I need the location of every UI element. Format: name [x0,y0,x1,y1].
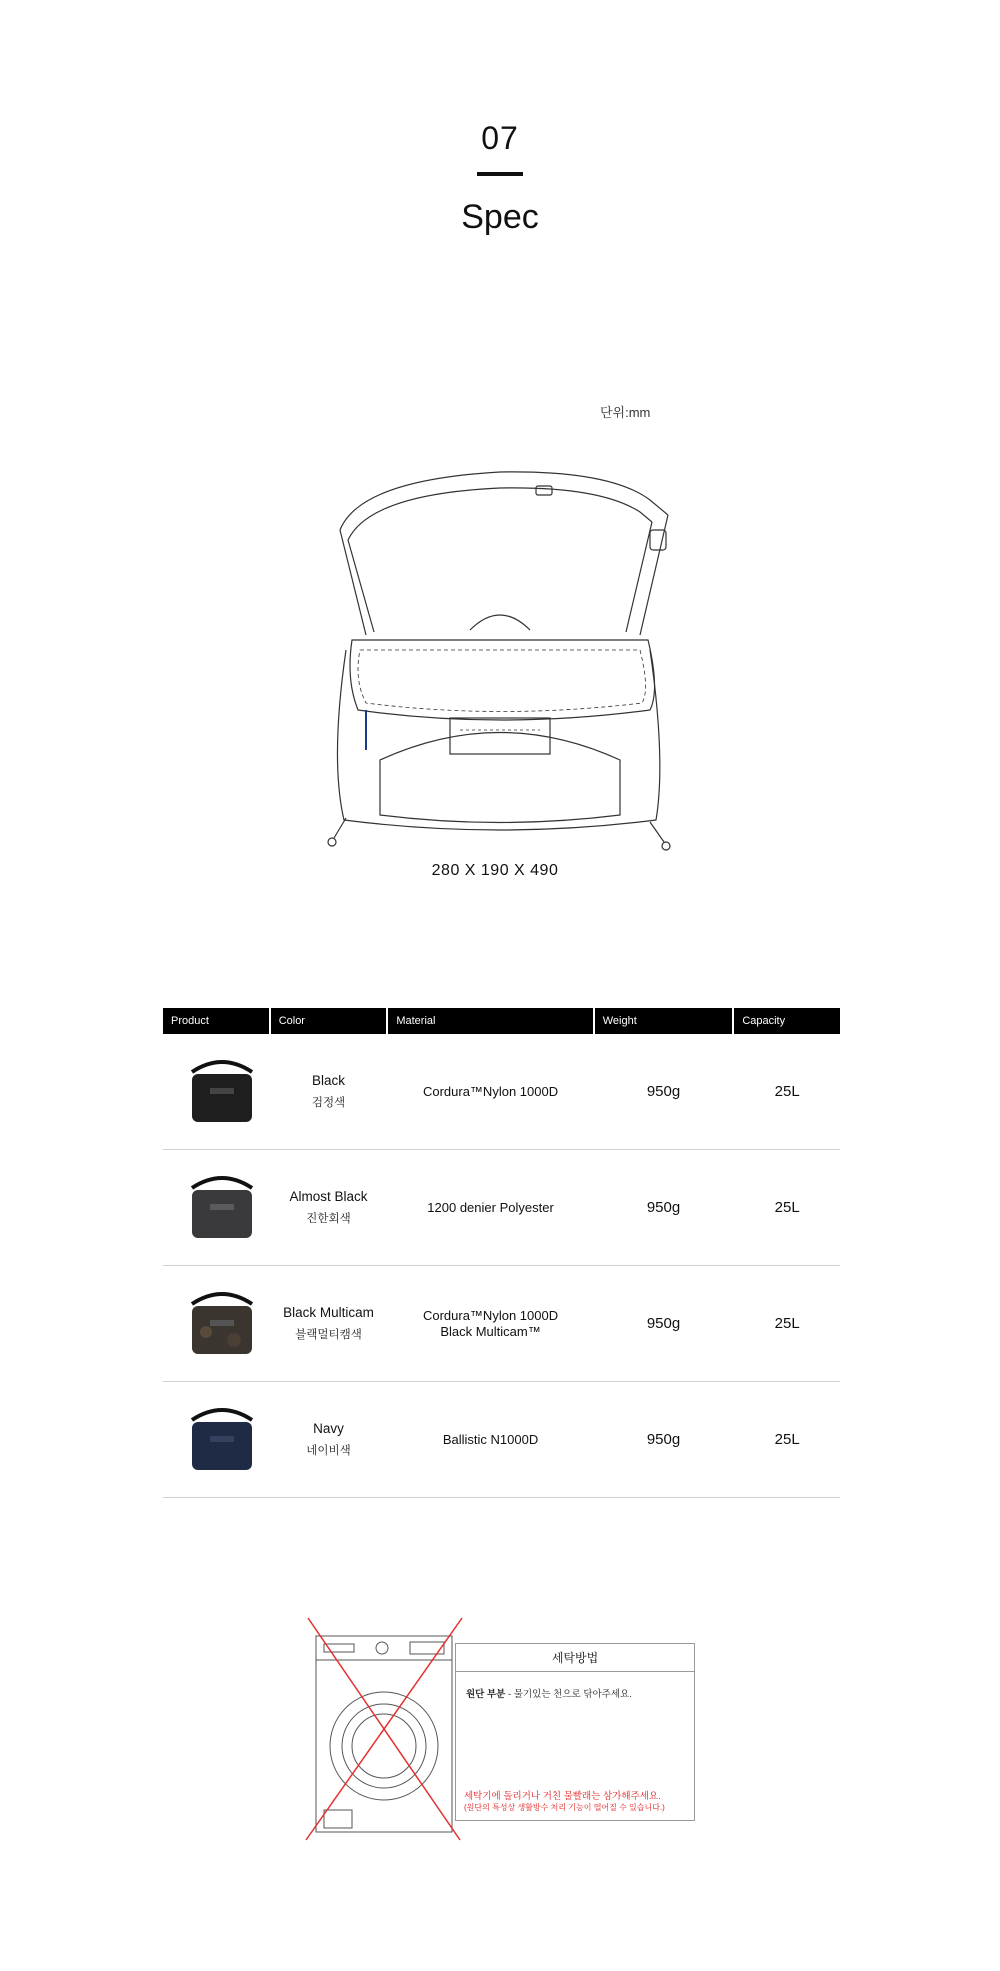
header-capacity: Capacity [734,1008,840,1034]
capacity-value: 25L [774,1083,800,1100]
header-color: Color [271,1008,387,1034]
section-number: 07 [481,120,519,156]
product-thumbnail [186,1166,258,1246]
color-name-ko: 네이비색 [306,1445,351,1457]
table-row [163,1150,840,1266]
table-row [163,1266,840,1382]
product-thumbnail [186,1398,258,1478]
section-title: Spec [461,198,539,236]
product-thumbnail [186,1282,258,1362]
header-weight: Weight [595,1008,733,1034]
material-line: Cordura™Nylon 1000D [422,1083,559,1099]
weight-value: 950g [646,1083,681,1100]
color-name-ko: 진한회색 [306,1213,351,1225]
no-machine-wash-icon [300,1614,466,1844]
spec-table [163,1008,840,1498]
color-name-en: Black Multicam [283,1305,374,1320]
material-line: 1200 denier Polyester [427,1199,554,1215]
care-instruction-text: - 물기있는 천으로 닦아주세요. [505,1689,632,1700]
care-title: 세탁방법 [456,1644,694,1672]
care-warning-sub: (원단의 특성상 생활방수 처리 기능이 떨어질 수 있습니다.) [464,1803,665,1812]
care-warning: 세탁기에 돌리거나 거친 물빨래는 삼가해주세요. [464,1791,661,1802]
capacity-value: 25L [774,1199,800,1216]
weight-value: 950g [646,1431,681,1448]
color-name-ko: 블랙멀티캠색 [295,1329,362,1341]
care-instructions-box [455,1643,695,1821]
section-rule [477,172,523,176]
capacity-value: 25L [774,1431,800,1448]
color-name-en: Black [312,1073,346,1088]
header-product: Product [163,1008,269,1034]
weight-value: 950g [646,1199,681,1216]
product-thumbnail [186,1050,258,1130]
bag-line-drawing [300,460,700,860]
material-line: Cordura™Nylon 1000D [422,1307,559,1323]
color-name-ko: 검정색 [311,1097,346,1109]
header-material: Material [388,1008,592,1034]
table-header [163,1008,840,1034]
weight-value: 950g [646,1315,681,1332]
care-instruction [466,1686,632,1700]
material-line: Ballistic N1000D [442,1431,539,1447]
dimensions-label: 280 X 190 X 490 [431,862,559,879]
material-line: Black Multicam™ [440,1323,541,1339]
color-name-en: Almost Black [289,1189,368,1204]
capacity-value: 25L [774,1315,800,1332]
unit-label: 단위:mm [600,405,651,420]
table-row [163,1034,840,1150]
table-row [163,1382,840,1498]
care-instruction-bold: 원단 부분 [466,1689,506,1700]
color-name-en: Navy [313,1421,344,1436]
